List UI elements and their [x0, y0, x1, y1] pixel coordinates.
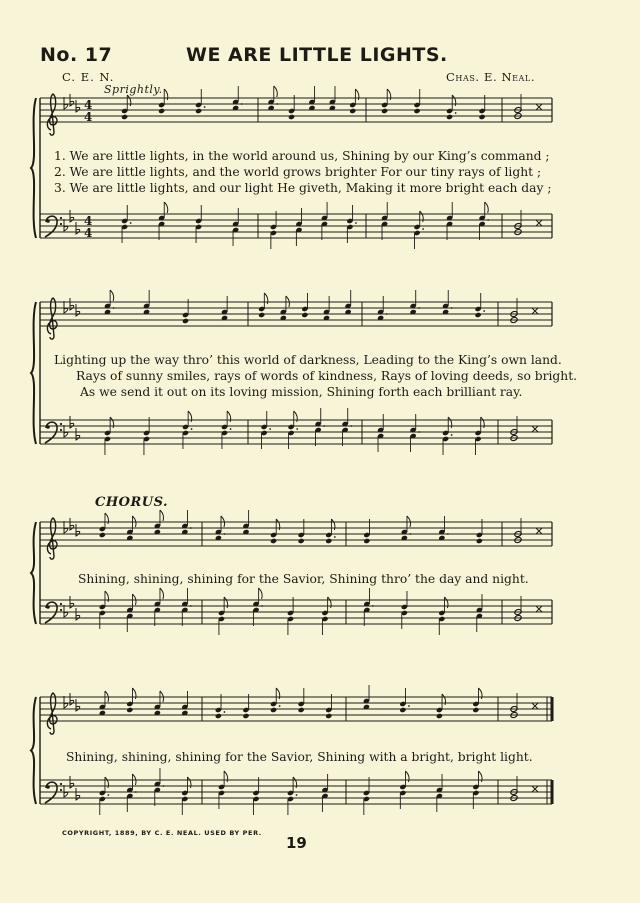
note-dot: [261, 605, 263, 607]
brace-icon: [31, 522, 36, 624]
copyright-notice: COPYRIGHT, 1889, BY C. E. NEAL. USED BY PER.: [62, 829, 262, 837]
bass-clef-dot: [60, 783, 62, 785]
note-dot: [408, 705, 410, 707]
note-head: [399, 707, 406, 713]
note-flag: [160, 691, 164, 702]
verse-3-line-a: 3. We are little lights, and our light He giveth, Making it more bright each day ;: [54, 181, 552, 195]
note-head: [288, 114, 295, 120]
bass-clef-dot: [60, 429, 62, 431]
note-dot: [190, 605, 192, 607]
bass-clef-dot: [60, 217, 62, 219]
note-dot: [296, 428, 298, 430]
note-head: [479, 114, 486, 120]
note-flag: [160, 588, 164, 599]
brace-icon: [31, 697, 36, 804]
note-dot: [162, 785, 164, 787]
rest-icon: [536, 104, 542, 110]
note-dot: [487, 219, 489, 221]
time-signature-digit: 4: [84, 110, 93, 124]
bass-clef-dot: [60, 789, 62, 791]
note-head: [270, 707, 277, 713]
note-head: [298, 538, 305, 544]
note-dot: [447, 533, 449, 535]
note-dot: [241, 103, 243, 105]
note-dot: [451, 434, 453, 436]
note-head: [325, 538, 332, 544]
note-dot: [372, 605, 374, 607]
note-flag: [132, 774, 136, 785]
note-head: [349, 108, 356, 114]
page-number: 19: [286, 834, 307, 852]
flat-sign: [64, 425, 68, 437]
note-dot: [451, 307, 453, 309]
note-flag: [274, 86, 278, 97]
rest-icon: [536, 220, 542, 226]
note-dot: [276, 103, 278, 105]
note-dot: [279, 705, 281, 707]
note-head: [475, 312, 482, 318]
note-head: [158, 108, 165, 114]
verse-3-line-b: As we send it out on its loving mission, Shining forth each brilliant ray.: [80, 385, 523, 399]
flat-sign: [64, 696, 68, 708]
note-head: [325, 713, 332, 719]
flat-sign: [64, 301, 68, 313]
time-signature-digit: 4: [84, 226, 93, 240]
rest-icon: [532, 703, 538, 709]
verse-1-line-a: 1. We are little lights, in the world around us, Shining by our King’s command ;: [54, 149, 550, 163]
rest-icon: [532, 308, 538, 314]
rest-icon: [532, 426, 538, 432]
note-flag: [221, 516, 225, 527]
note-dot: [113, 307, 115, 309]
note-flag: [105, 691, 109, 702]
bass-clef-dot: [46, 605, 50, 609]
treble-clef-icon: [47, 298, 57, 339]
bass-clef-icon: [45, 782, 57, 803]
bass-clef-icon: [45, 422, 57, 443]
chorus-line-2: Shining, shining, shining for the Savior, Shining with a bright, bright light.: [66, 750, 533, 764]
brace-icon: [31, 302, 36, 444]
bass-clef-dot: [60, 223, 62, 225]
note-flag: [407, 516, 411, 527]
note-dot: [107, 794, 109, 796]
tempo-marking: Sprightly.: [104, 83, 163, 96]
treble-clef-icon: [47, 518, 57, 559]
bass-clef-dot: [60, 603, 62, 605]
flat-sign: [64, 605, 68, 617]
note-head: [436, 713, 443, 719]
brace-icon: [31, 98, 36, 238]
note-dot: [418, 307, 420, 309]
note-dot: [230, 428, 232, 430]
note-head: [182, 318, 189, 324]
note-dot: [455, 112, 457, 114]
note-head: [195, 108, 202, 114]
note-dot: [269, 428, 271, 430]
note-head: [301, 312, 308, 318]
note-head: [258, 312, 265, 318]
verse-2-line-b: Rays of sunny smiles, rays of words of kindness, Rays of loving deeds, so bright.: [76, 369, 578, 383]
note-head: [476, 538, 483, 544]
note-dot: [350, 425, 352, 427]
note-dot: [386, 313, 388, 315]
note-head: [472, 707, 479, 713]
flat-sign: [64, 521, 68, 533]
note-flag: [160, 510, 164, 521]
note-head: [363, 538, 370, 544]
flat-sign: [64, 97, 68, 109]
note-flag: [259, 588, 263, 599]
note-dot: [224, 711, 226, 713]
note-dot: [224, 533, 226, 535]
note-head: [414, 108, 421, 114]
hymn-title: WE ARE LITTLE LIGHTS.: [186, 44, 448, 66]
note-dot: [422, 228, 424, 230]
time-signature-digit: 4: [84, 214, 93, 228]
note-dot: [418, 431, 420, 433]
note-head: [298, 707, 305, 713]
note-head: [446, 114, 453, 120]
note-flag: [132, 594, 136, 605]
note-head: [121, 114, 128, 120]
note-flag: [132, 516, 136, 527]
note-flag: [110, 290, 114, 301]
flat-sign: [64, 785, 68, 797]
lyricist-credit: C. E. N.: [62, 70, 115, 84]
bass-clef-dot: [46, 425, 50, 429]
note-dot: [191, 428, 193, 430]
verse-2-line-a: 2. We are little lights, and the world grows brighter For our tiny rays of light ;: [54, 165, 542, 179]
time-signature-digit: 4: [84, 98, 93, 112]
bass-clef-icon: [45, 602, 57, 623]
note-dot: [130, 222, 132, 224]
bass-clef-icon: [45, 216, 57, 237]
rest-icon: [532, 786, 538, 792]
note-dot: [334, 536, 336, 538]
chorus-label: CHORUS.: [95, 495, 169, 510]
note-head: [215, 713, 222, 719]
note-dot: [204, 106, 206, 108]
note-dot: [355, 222, 357, 224]
note-dot: [296, 794, 298, 796]
note-dot: [483, 310, 485, 312]
note-flag: [286, 296, 290, 307]
verse-1-line-b: Lighting up the way thro’ this world of darkness, Leading to the King’s own land.: [54, 353, 562, 367]
treble-clef-icon: [47, 693, 57, 734]
bass-clef-dot: [46, 785, 50, 789]
note-head: [270, 538, 277, 544]
note-flag: [485, 202, 489, 213]
bass-clef-dot: [60, 609, 62, 611]
note-head: [126, 707, 133, 713]
note-dot: [190, 527, 192, 529]
rest-icon: [536, 528, 542, 534]
composer-credit: Chas. E. Neal.: [446, 70, 536, 84]
hymn-number: No. 17: [40, 44, 113, 66]
note-dot: [135, 791, 137, 793]
chorus-line-1: Shining, shining, shining for the Savior, Shining thro’ the day and night.: [78, 572, 529, 586]
note-head: [99, 532, 106, 538]
rest-icon: [536, 606, 542, 612]
note-head: [381, 108, 388, 114]
note-flag: [164, 202, 168, 213]
note-dot: [323, 425, 325, 427]
bass-clef-dot: [60, 423, 62, 425]
flat-sign: [64, 219, 68, 231]
note-dot: [409, 533, 411, 535]
bass-clef-dot: [46, 219, 50, 223]
note-head: [242, 713, 249, 719]
treble-clef-icon: [47, 94, 57, 135]
